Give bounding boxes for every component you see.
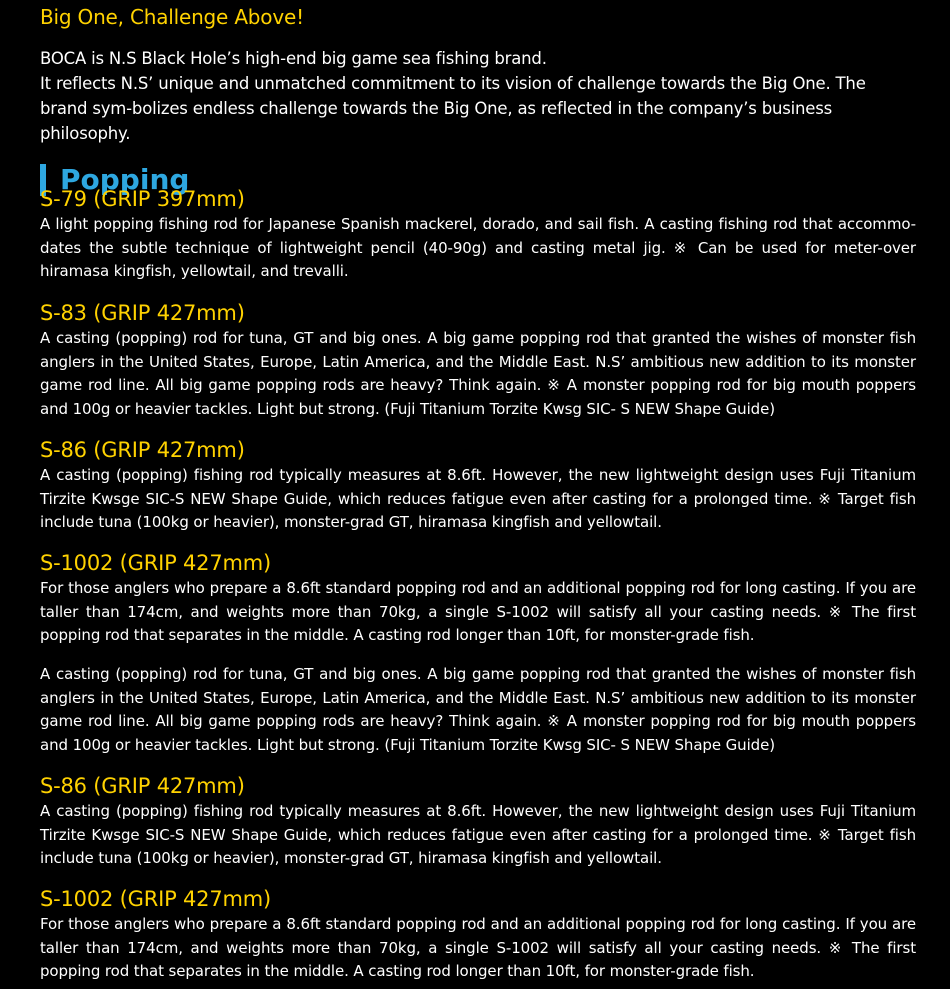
product-item-s83 (40, 299, 916, 421)
product-item-s1002-repeat (40, 885, 916, 984)
product-description: A casting (popping) rod for tuna, GT and big ones. A big game popping rod that granted the wishes of monster fish anglers in the United States, Europe, Latin America, and the Middle East. N.S’ ambitious new addition to its monster game rod line. All big game popping rods are heavy? Think again. ※ A monster popping rod for big mouth poppers and 100g or heavier tackles. Light but strong. (Fuji Titanium Torzite Kwsg SIC- S NEW Shape Guide) (40, 665, 916, 754)
intro-line-2: It reflects N.S’ unique and unmatched commitment to its vision of challenge towards the Big One. The brand sym-bolizes endless challenge towards the Big One, as reflected in the company’s business philosophy. (40, 74, 866, 143)
repeated-description (40, 663, 916, 757)
product-title: S-1002 (GRIP 427mm) (40, 551, 272, 575)
brand-intro (40, 46, 916, 146)
product-description: A casting (popping) fishing rod typically measures at 8.6ft. However, the new lightweight design uses Fuji Titanium Tirzite Kwsge SIC-S NEW Shape Guide, which reduces fatigue even after casting for a prolonged time. ※ Target fish include tuna (100kg or heavier), monster-grad GT, hiramasa kingfish and yellowtail. (40, 802, 916, 867)
product-description: A light popping fishing rod for Japanese Spanish mackerel, dorado, and sail fish. A casting fishing rod that accommo-dates the subtle technique of lightweight pencil (40-90g) and casting metal jig. ※ Can be used for meter-over hiramasa kingfish, yellowtail, and trevalli. (40, 215, 916, 280)
intro-line-1: BOCA is N.S Black Hole’s high-end big game sea fishing brand. (40, 49, 547, 68)
product-description: For those anglers who prepare a 8.6ft standard popping rod and an additional popping rod for long casting. If you are taller than 174cm, and weights more than 70kg, a single S-1002 will satisfy all your casting needs. ※ The first popping rod that separates in the middle. A casting rod longer than 10ft, for monster-grade fish. (40, 579, 916, 644)
product-item-s86-repeat (40, 772, 916, 871)
product-title: S-86 (GRIP 427mm) (40, 774, 245, 798)
product-title: S-79 (GRIP 397mm) (40, 187, 245, 211)
product-title: S-83 (GRIP 427mm) (40, 301, 245, 325)
product-page (40, 0, 916, 198)
product-description: A casting (popping) fishing rod typically measures at 8.6ft. However, the new lightweight design uses Fuji Titanium Tirzite Kwsge SIC-S NEW Shape Guide, which reduces fatigue even after casting for a prolonged time. ※ Target fish include tuna (100kg or heavier), monster-grad GT, hiramasa kingfish and yellowtail. (40, 466, 916, 531)
brand-title: Big One, Challenge Above! (40, 5, 304, 29)
product-title: S-1002 (GRIP 427mm) (40, 887, 272, 911)
section-title: Popping (60, 163, 190, 196)
product-item-s79 (40, 185, 916, 284)
product-item-s86 (40, 436, 916, 535)
product-item-s1002 (40, 549, 916, 648)
product-description: For those anglers who prepare a 8.6ft standard popping rod and an additional popping rod for long casting. If you are taller than 174cm, and weights more than 70kg, a single S-1002 will satisfy all your casting needs. ※ The first popping rod that separates in the middle. A casting rod longer than 10ft, for monster-grade fish. (40, 915, 916, 980)
product-description: A casting (popping) rod for tuna, GT and big ones. A big game popping rod that granted the wishes of monster fish anglers in the United States, Europe, Latin America, and the Middle East. N.S’ ambitious new addition to its monster game rod line. All big game popping rods are heavy? Think again. ※ A monster popping rod for big mouth poppers and 100g or heavier tackles. Light but strong. (Fuji Titanium Torzite Kwsg SIC- S NEW Shape Guide) (40, 329, 916, 418)
product-title: S-86 (GRIP 427mm) (40, 438, 245, 462)
